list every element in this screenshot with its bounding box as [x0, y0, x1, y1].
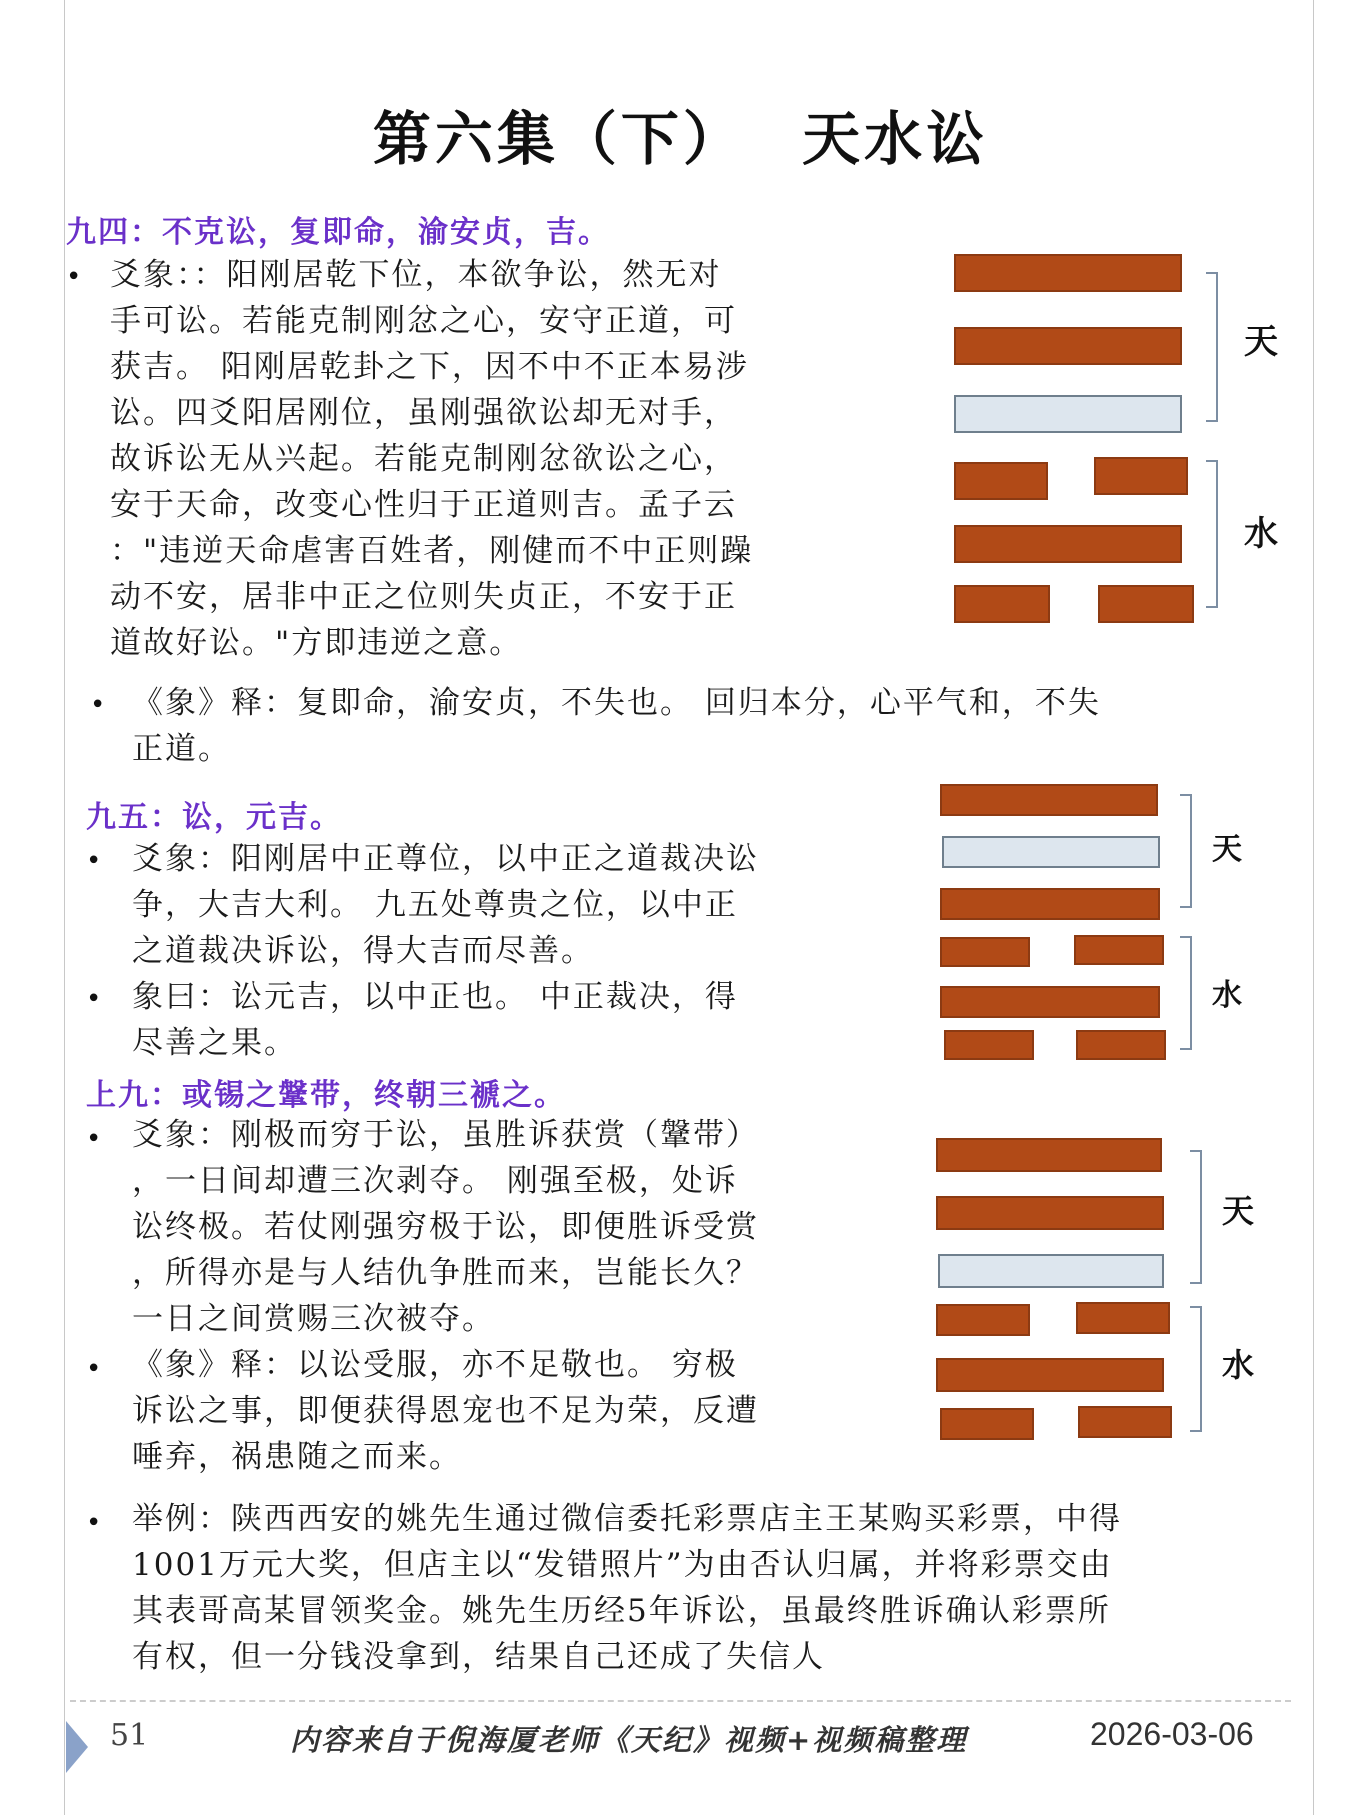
section-94-xiang	[132, 680, 1282, 772]
section-95-xiang	[132, 974, 872, 1066]
yin-line-right	[1094, 457, 1188, 495]
text-line: 诉讼之事，即便获得恩宠也不足为荣，反遭	[132, 1393, 759, 1429]
yin-line-left	[940, 1408, 1034, 1440]
text-line: ，一日间却遭三次剥夺。 刚强至极，处诉	[132, 1163, 738, 1199]
yang-line	[954, 254, 1182, 292]
yin-line-left	[936, 1304, 1030, 1336]
bullet-icon: •	[86, 1354, 102, 1384]
text-line: 爻象：：阳刚居乾下位，本欲争讼，然无对	[110, 257, 722, 293]
yang-line	[940, 986, 1160, 1018]
text-line: 一日之间赏赐三次被夺。	[132, 1301, 495, 1337]
yin-line-right	[1076, 1302, 1170, 1334]
text-line: ："违逆天命虐害百姓者，刚健而不中正则躁	[110, 533, 754, 569]
section-94-text	[110, 252, 870, 666]
text-line: 爻象：阳刚居中正尊位，以中正之道裁决讼	[132, 841, 759, 877]
yin-line-left	[944, 1030, 1034, 1060]
text-line: 安于天命，改变心性归于正道则吉。孟子云	[110, 487, 737, 523]
text-line: 《象》释：复即命，渝安贞，不失也。 回归本分，心平气和，不失	[132, 685, 1101, 721]
text-line: 尽善之果。	[132, 1025, 297, 1061]
trigram-label-heaven: 天	[1244, 322, 1278, 362]
text-line: 《象》释：以讼受服，亦不足敬也。 穷极	[132, 1347, 738, 1383]
yang-line	[940, 888, 1160, 920]
next-arrow-icon[interactable]	[66, 1721, 88, 1773]
text-line: ，所得亦是与人结仇争胜而来，岂能长久？	[132, 1255, 759, 1291]
yin-line-left	[954, 585, 1050, 623]
bullet-icon: •	[90, 690, 106, 720]
text-line: 象曰：讼元吉，以中正也。 中正裁决，得	[132, 979, 738, 1015]
trigram-label-water: 水	[1244, 514, 1278, 554]
trigram-label-heaven: 天	[1212, 832, 1242, 867]
text-line: 正道。	[132, 731, 231, 767]
yin-line-right	[1076, 1030, 1166, 1060]
section-9top-xiang	[132, 1342, 872, 1480]
text-line: 故诉讼无从兴起。若能克制刚忿欲讼之心，	[110, 441, 737, 477]
text-line: 道故好讼。"方即违逆之意。	[110, 625, 523, 661]
changing-yang-line	[938, 1254, 1164, 1288]
bullet-icon: •	[86, 846, 102, 876]
trigram-label-water: 水	[1212, 978, 1242, 1013]
yang-line	[954, 327, 1182, 365]
changing-yang-line	[942, 836, 1160, 868]
text-line: 有权，但一分钱没拿到，结果自己还成了失信人	[132, 1639, 825, 1675]
lower-trigram-bracket	[1190, 1306, 1202, 1432]
footer-source: 内容来自于倪海厦老师《天纪》视频+视频稿整理	[290, 1723, 968, 1757]
footer-divider	[70, 1700, 1291, 1702]
yang-line	[936, 1196, 1164, 1230]
text-line: 手可讼。若能克制刚忿之心，安守正道，可	[110, 303, 737, 339]
bullet-icon: •	[86, 1508, 102, 1538]
example-text	[132, 1496, 1312, 1680]
yang-line	[940, 784, 1158, 816]
text-line: 争，大吉大利。 九五处尊贵之位，以中正	[132, 887, 738, 923]
text-line: 爻象：刚极而穷于讼，虽胜诉获赏（鞶带）	[132, 1117, 759, 1153]
lower-trigram-bracket	[1206, 460, 1218, 608]
page-number: 51	[110, 1718, 149, 1753]
text-line: 举例：陕西西安的姚先生通过微信委托彩票店主王某购买彩票，中得	[132, 1501, 1122, 1537]
lower-trigram-bracket	[1180, 936, 1192, 1050]
section-95-text	[132, 836, 872, 974]
yin-line-right	[1098, 585, 1194, 623]
bullet-icon: •	[66, 262, 82, 292]
text-line: 1001万元大奖，但店主以“发错照片”为由否认归属，并将彩票交由	[132, 1547, 1113, 1583]
section-heading-94: 九四：不克讼，复即命，渝安贞，吉。	[66, 215, 610, 250]
text-line: 讼终极。若仗刚强穷极于讼，即便胜诉受赏	[132, 1209, 759, 1245]
changing-yang-line	[954, 395, 1182, 433]
upper-trigram-bracket	[1206, 272, 1218, 422]
yang-line	[954, 525, 1182, 563]
trigram-label-water: 水	[1222, 1346, 1255, 1384]
yin-line-right	[1078, 1406, 1172, 1438]
yin-line-left	[940, 937, 1030, 967]
footer-date: 2026-03-06	[1090, 1716, 1254, 1752]
text-line: 讼。四爻阳居刚位，虽刚强欲讼却无对手，	[110, 395, 737, 431]
text-line: 动不安，居非中正之位则失贞正，不安于正	[110, 579, 737, 615]
yang-line	[936, 1358, 1164, 1392]
upper-trigram-bracket	[1180, 794, 1192, 908]
text-line: 获吉。 阳刚居乾卦之下，因不中不正本易涉	[110, 349, 749, 385]
yang-line	[936, 1138, 1162, 1172]
page-title: 第六集（下） 天水讼	[372, 105, 989, 173]
yin-line-left	[954, 462, 1048, 500]
text-line: 其表哥高某冒领奖金。姚先生历经5年诉讼，虽最终胜诉确认彩票所	[132, 1593, 1111, 1629]
upper-trigram-bracket	[1190, 1150, 1202, 1284]
section-9top-text	[132, 1112, 872, 1342]
text-line: 唾弃，祸患随之而来。	[132, 1439, 462, 1475]
section-heading-95: 九五：讼，元吉。	[86, 800, 342, 835]
text-line: 之道裁决诉讼，得大吉而尽善。	[132, 933, 594, 969]
section-heading-9top: 上九：或锡之鞶带，终朝三褫之。	[86, 1078, 566, 1113]
trigram-label-heaven: 天	[1222, 1192, 1255, 1230]
bullet-icon: •	[86, 1124, 102, 1154]
bullet-icon: •	[86, 984, 102, 1014]
yin-line-right	[1074, 935, 1164, 965]
